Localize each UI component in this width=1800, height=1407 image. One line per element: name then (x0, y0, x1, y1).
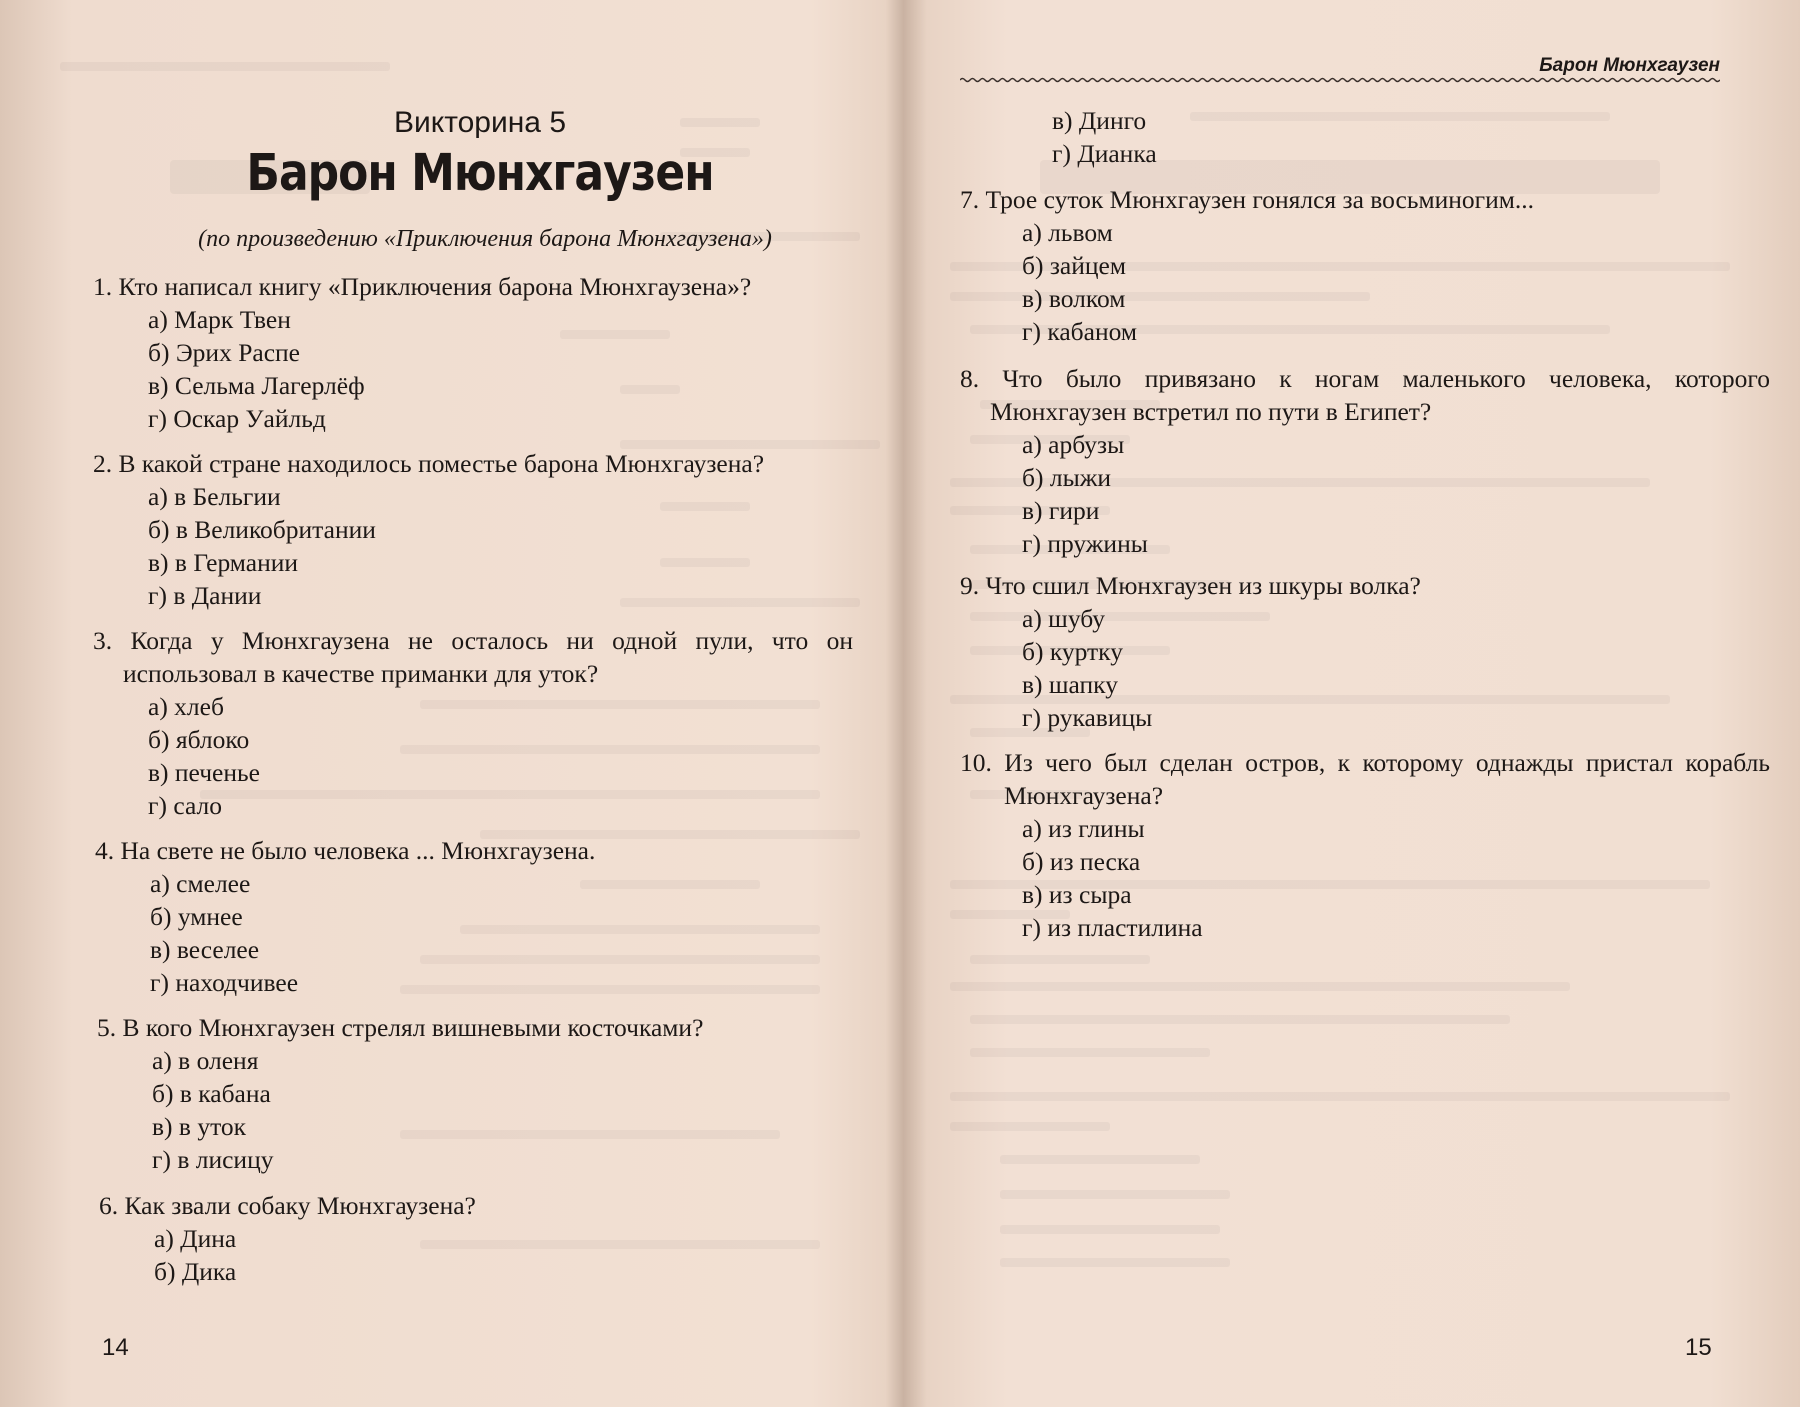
quiz-number: Викторина 5 (393, 106, 567, 139)
question-1 (93, 270, 853, 435)
question-7 (960, 183, 1770, 348)
page-number-left: 14 (102, 1334, 129, 1361)
answer-option: а) хлеб (148, 692, 224, 721)
answer-option: в) Динго (1052, 106, 1147, 135)
right-page (910, 0, 1800, 1407)
question-text: 2. В какой стране находилось поместье барона Мюнхгаузена? (93, 449, 765, 478)
question-text: 8. Что было привязано к ногам маленького человека, которого Мюнхгаузен встретил по пути в Египет? (960, 364, 1770, 426)
answer-option: г) находчивее (150, 968, 299, 997)
answer-option: б) в кабана (152, 1079, 271, 1108)
answer-option: в) шапку (1022, 670, 1118, 699)
question-text: 6. Как звали собаку Мюнхгаузена? (99, 1191, 476, 1220)
question-text: 5. В кого Мюнхгаузен стрелял вишневыми косточками? (97, 1013, 704, 1042)
answer-option: г) рукавицы (1022, 703, 1153, 732)
answer-option: б) лыжи (1022, 463, 1111, 492)
answer-option: б) в Великобритании (148, 515, 376, 544)
question-3 (93, 624, 853, 822)
question-8 (960, 362, 1770, 560)
question-text: 4. На свете не было человека ... Мюнхгаузена. (95, 836, 596, 865)
answer-option: в) печенье (148, 758, 260, 787)
answer-option: г) из пластилина (1022, 913, 1203, 942)
answer-option: а) Марк Твен (148, 305, 291, 334)
answer-option: а) смелее (150, 869, 251, 898)
answer-option: б) зайцем (1022, 251, 1126, 280)
answer-option: г) Оскар Уайльд (148, 404, 326, 433)
answer-option: г) Дианка (1052, 139, 1157, 168)
answer-option: г) в лисицу (152, 1145, 274, 1174)
question-6-continued (980, 104, 1770, 170)
answer-option: в) в Германии (148, 548, 299, 577)
question-6 (99, 1189, 859, 1288)
answer-option: а) арбузы (1022, 430, 1125, 459)
answer-option: г) в Дании (148, 581, 262, 610)
answer-option: а) шубу (1022, 604, 1105, 633)
answer-option: б) умнее (150, 902, 243, 931)
answer-option: в) из сыра (1022, 880, 1132, 909)
answer-option: б) яблоко (148, 725, 250, 754)
answer-option: б) из песка (1022, 847, 1141, 876)
answer-option: г) сало (148, 791, 222, 820)
page-number-right: 15 (1685, 1334, 1712, 1361)
question-5 (97, 1011, 857, 1176)
answer-option: б) Дика (154, 1257, 237, 1286)
question-9 (960, 569, 1770, 734)
answer-option: г) пружины (1022, 529, 1148, 558)
quiz-title: Барон Мюнхгаузен (246, 144, 714, 203)
question-10 (960, 746, 1770, 944)
answer-option: а) Дина (154, 1224, 237, 1253)
answer-option: б) куртку (1022, 637, 1123, 666)
question-text: 7. Трое суток Мюнхгаузен гонялся за восьминогим... (960, 185, 1535, 214)
answer-option: в) веселее (150, 935, 260, 964)
question-4 (95, 834, 855, 999)
answer-option: б) Эрих Распе (148, 338, 300, 367)
answer-option: г) кабаном (1022, 317, 1137, 346)
question-text: 10. Из чего был сделан остров, к которому однажды пристал корабль Мюнхгаузена? (960, 748, 1770, 810)
header-wavy-rule (960, 76, 1720, 84)
answer-option: а) из глины (1022, 814, 1145, 843)
answer-option: а) в Бельгии (148, 482, 281, 511)
answer-option: в) гири (1022, 496, 1100, 525)
answer-option: а) в оленя (152, 1046, 259, 1075)
quiz-subtitle: (по произведению «Приключения барона Мюнхгаузена») (198, 226, 772, 252)
answer-option: а) львом (1022, 218, 1113, 247)
answer-option: в) волком (1022, 284, 1126, 313)
question-text: 1. Кто написал книгу «Приключения барона Мюнхгаузена»? (93, 272, 752, 301)
running-header: Барон Мюнхгаузен (1539, 55, 1720, 76)
question-2 (93, 447, 853, 612)
question-text: 9. Что сшил Мюнхгаузен из шкуры волка? (960, 571, 1421, 600)
question-text: 3. Когда у Мюнхгаузена не осталось ни одной пули, что он использовал в качестве приманки для уток? (93, 626, 853, 688)
answer-option: в) Сельма Лагерлёф (148, 371, 365, 400)
answer-option: в) в уток (152, 1112, 247, 1141)
